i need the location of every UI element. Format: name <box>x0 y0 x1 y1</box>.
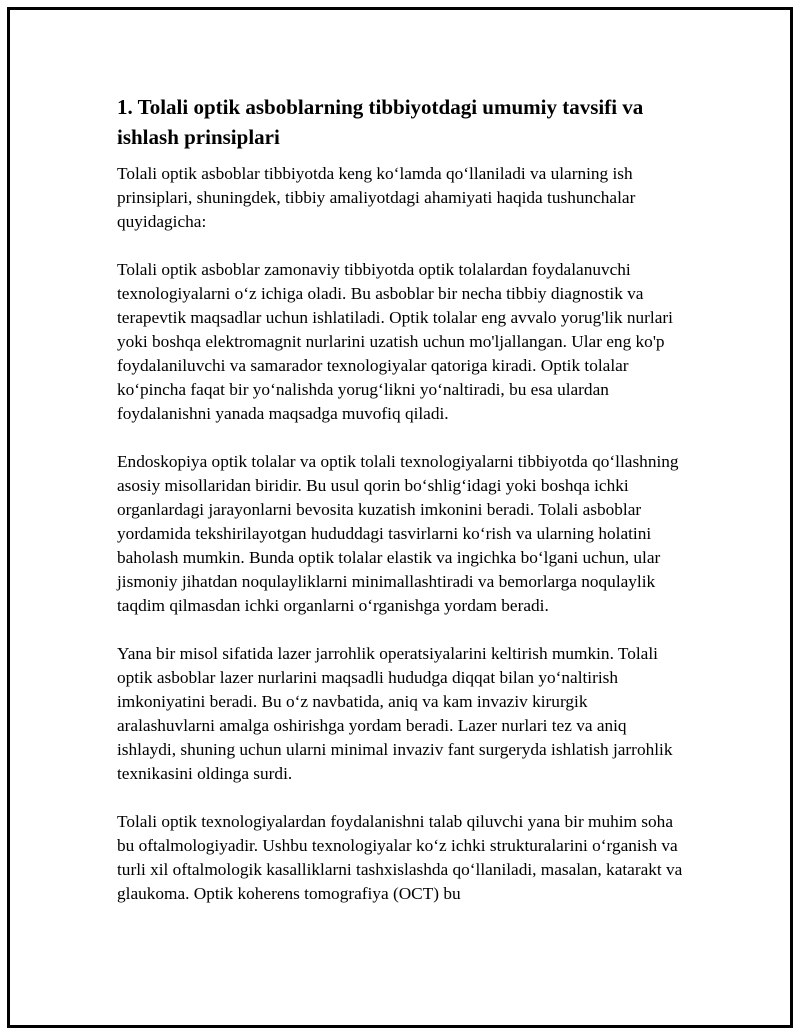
document-body <box>117 92 687 930</box>
paragraph-ophthalmology: Tolali optik texnologiyalardan foydalanishni talab qiluvchi yana bir muhim soha bu oftalmologiyadir. Ushbu texnologiyalar koʻz ichki strukturalarini oʻrganish va turli xil oftalmologik kasalliklarni tashxislashda qoʻllaniladi, masalan, katarakt va glaukoma. Optik koherens tomografiya (OCT) bu <box>117 812 683 903</box>
section-heading: 1. Tolali optik asboblarning tibbiyotdagi umumiy tavsifi va ishlash prinsiplari <box>117 95 644 149</box>
paragraph-fiber-optics-overview: Tolali optik asboblar zamonaviy tibbiyotda optik tolalardan foydalanuvchi texnologiyalarni oʻz ichiga oladi. Bu asboblar bir necha tibbiy diagnostik va terapevtik maqsadlar uchun ishlatiladi. Optik tolalar eng avvalo yorug'lik nurlari yoki boshqa elektromagnit nurlarini uzatish uchun mo'ljallangan. Ular eng ko'p foydalaniluvchi va samarador texnologiyalar qatoriga kiradi. Optik tolalar koʻpincha faqat bir yoʻnalishda yorugʻlikni yoʻnaltiradi, bu esa ulardan foydalanishni yanada maqsadga muvofiq qiladi. <box>117 260 673 423</box>
paragraph-endoscopy: Endoskopiya optik tolalar va optik tolali texnologiyalarni tibbiyotda qoʻllashning asosiy misollaridan biridir. Bu usul qorin boʻshligʻidagi yoki boshqa ichki organlardagi jarayonlarni bevosita kuzatish imkonini beradi. Tolali asboblar yordamida tekshirilayotgan hududdagi tasvirlarni koʻrish va ularning holatini baholash mumkin. Bunda optik tolalar elastik va ingichka boʻlgani uchun, ular jismoniy jihatdan noqulayliklarni minimallashtiradi va bemorlarga noqulaylik taqdim qilmasdan ichki organlarni oʻrganishga yordam beradi. <box>117 452 679 615</box>
intro-paragraph: Tolali optik asboblar tibbiyotda keng koʻlamda qoʻllaniladi va ularning ish prinsiplari, shuningdek, tibbiy amaliyotdagi ahamiyati haqida tushunchalar quyidagicha: <box>117 164 636 231</box>
paragraph-laser-surgery: Yana bir misol sifatida lazer jarrohlik operatsiyalarini keltirish mumkin. Tolali optik asboblar lazer nurlarini maqsadli hududga diqqat bilan yoʻnaltirish imkoniyatini beradi. Bu oʻz navbatida, aniq va kam invaziv kirurgik aralashuvlarni amalga oshirishga yordam beradi. Lazer nurlari tez va aniq ishlaydi, shuning uchun ularni minimal invaziv fant surgeryda ishlatish jarrohlik texnikasini oldinga surdi. <box>117 644 673 783</box>
